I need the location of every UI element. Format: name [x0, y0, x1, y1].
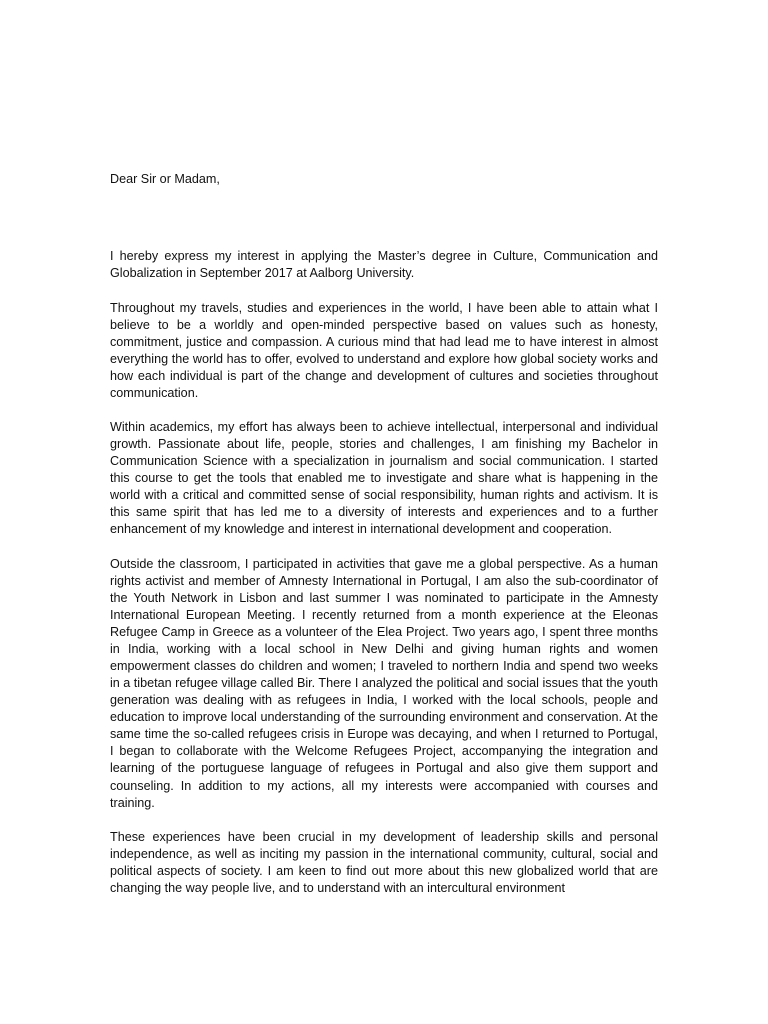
paragraph-activities: Outside the classroom, I participated in activities that gave me a global perspective. As a human rights activist and member of Amnesty International in Portugal, I am also the sub-coordinator of the Youth Network in Lisbon and last summer I was nominated to participate in the Amnesty International European Meeting. I recently returned from a month experience at the Eleonas Refugee Camp in Greece as a volunteer of the Elea Project. Two years ago, I spent three months in India, working with a local school in New Delhi and giving human rights and women empowerment classes do children and women; I traveled to northern India and spend two weeks in a tibetan refugee village called Bir. There I analyzed the political and social issues that the youth generation was dealing with as refugees in India, I worked with the local schools, people and education to improve local understanding of the surrounding environment and conservation. At the same time the so-called refugees crisis in Europe was decaying, and when I returned to Portugal, I began to collaborate with the Welcome Refugees Project, accompanying the integration and learning of the portuguese language of refugees in Portugal and also give them support and counseling. In addition to my actions, all my interests were accompanied with courses and training.	[110, 556, 658, 810]
paragraph-academics: Within academics, my effort has always been to achieve intellectual, interpersonal and individual growth. Passionate about life, people, stories and challenges, I am finishing my Bachelor in Communication Science with a specialization in journalism and social communication. I started this course to get the tools that enabled me to investigate and share what is happening in the world with a critical and committed sense of social responsibility, human rights and activism. It is this same spirit that has led me to a diversity of interests and experiences and to a further enhancement of my knowledge and interest in international development and cooperation.	[110, 420, 658, 537]
paragraph-travels: Throughout my travels, studies and experiences in the world, I have been able to attain what I believe to be a worldly and open-minded perspective based on values such as honesty, commitment, justice and compassion. A curious mind that had lead me to have interest in almost everything the world has to offer, evolved to understand and explore how global society works and how each individual is part of the change and development of cultures and societies throughout communication.	[110, 300, 658, 400]
paragraph-experiences: These experiences have been crucial in my development of leadership skills and personal independence, as well as inciting my passion in the international community, cultural, social and political aspects of society. I am keen to find out more about this new globalized world that are changing the way people live, and to understand with an intercultural environment	[110, 830, 658, 896]
letter-body	[110, 171, 658, 915]
salutation: Dear Sir or Madam,	[110, 172, 220, 186]
paragraph-intent: I hereby express my interest in applying the Master’s degree in Culture, Communication and Globalization in September 2017 at Aalborg University.	[110, 249, 658, 281]
